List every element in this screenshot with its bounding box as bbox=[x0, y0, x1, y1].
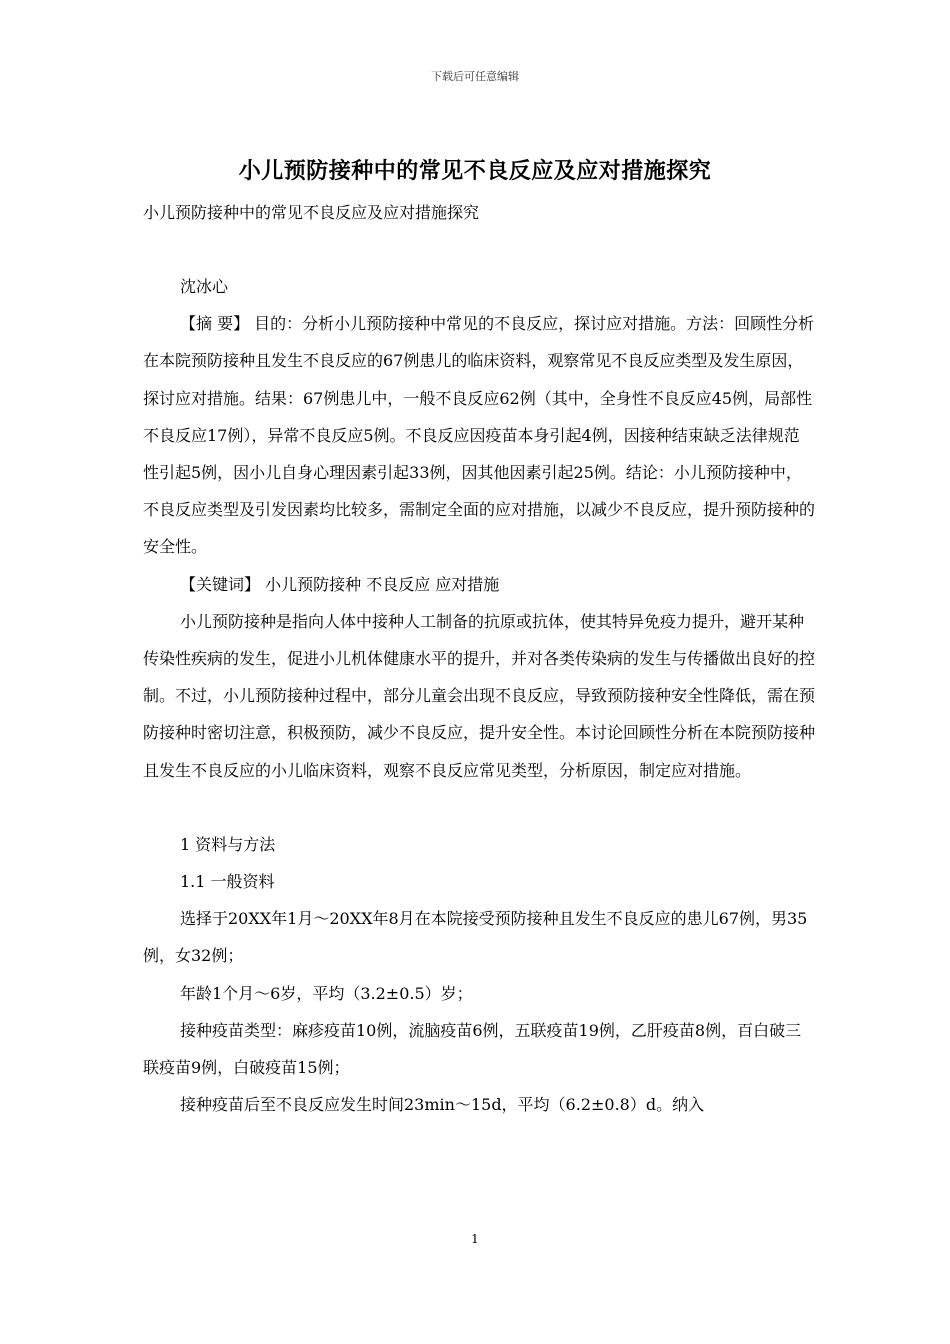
body-paragraph: 选择于20XX年1月～20XX年8月在本院接受预防接种且发生不良反应的患儿67例，男35例，女32例； bbox=[143, 909, 808, 966]
header-note: 下载后可任意编辑 bbox=[431, 70, 519, 83]
intro-paragraph: 小儿预防接种是指向人体中接种人工制备的抗原或抗体，使其特异免疫力提升，避开某种传染性疾病的发生，促进小儿机体健康水平的提升，并对各类传染病的发生与传播做出良好的控制。不过，小儿预防接种过程中，部分儿童会出现不良反应，导致预防接种安全性降低，需在预防接种时密切注意，积极预防，减少不良反应，提升安全性。本讨论回顾性分析在本院预防接种且发生不良反应的小儿临床资料，观察不良反应常见类型，分析原因，制定应对措施。 bbox=[143, 611, 816, 780]
section-heading-1: 1 资料与方法 bbox=[180, 834, 276, 854]
keywords-paragraph bbox=[143, 566, 815, 603]
spacer bbox=[143, 789, 815, 826]
page-number: 1 bbox=[471, 1232, 479, 1246]
document-title: 小儿预防接种中的常见不良反应及应对措施探究 bbox=[238, 158, 712, 184]
document-body bbox=[143, 268, 815, 1123]
abstract-text: 目的：分析小儿预防接种中常见的不良反应，探讨应对措施。方法：回顾性分析在本院预防接种且发生不良反应的67例患儿的临床资料，观察常见不良反应类型及发生原因，探讨应对措施。结果：67例患儿中，一般不良反应62例（其中，全身性不良反应45例，局部性不良反应17例），异常不良反应5例。不良反应因疫苗本身引起4例，因接种结束缺乏法律规范性引起5例，因小儿自身心理因素引起33例，因其他因素引起25例。结论：小儿预防接种中，不良反应类型及引发因素均比较多，需制定全面的应对措施，以减少不良反应，提升预防接种的安全性。 bbox=[143, 314, 816, 557]
body-paragraph: 年龄1个月～6岁，平均（3.2±0.5）岁； bbox=[180, 983, 473, 1003]
body-paragraph: 接种疫苗类型：麻疹疫苗10例，流脑疫苗6例，五联疫苗19例，乙肝疫苗8例，百白破三联疫苗9例，白破疫苗15例； bbox=[143, 1020, 802, 1078]
abstract-label: 【摘 要】 bbox=[180, 314, 250, 334]
keywords-label: 【关键词】 bbox=[180, 574, 261, 594]
abstract-paragraph bbox=[143, 305, 815, 565]
keywords-text: 小儿预防接种 不良反应 应对措施 bbox=[260, 574, 500, 594]
section-heading-1-1: 1.1 一般资料 bbox=[180, 872, 275, 892]
author-name: 沈冰心 bbox=[180, 277, 229, 296]
body-paragraph: 接种疫苗后至不良反应发生时间23min～15d，平均（6.2±0.8）d。纳入 bbox=[180, 1095, 705, 1115]
document-subtitle: 小儿预防接种中的常见不良反应及应对措施探究 bbox=[143, 203, 480, 222]
